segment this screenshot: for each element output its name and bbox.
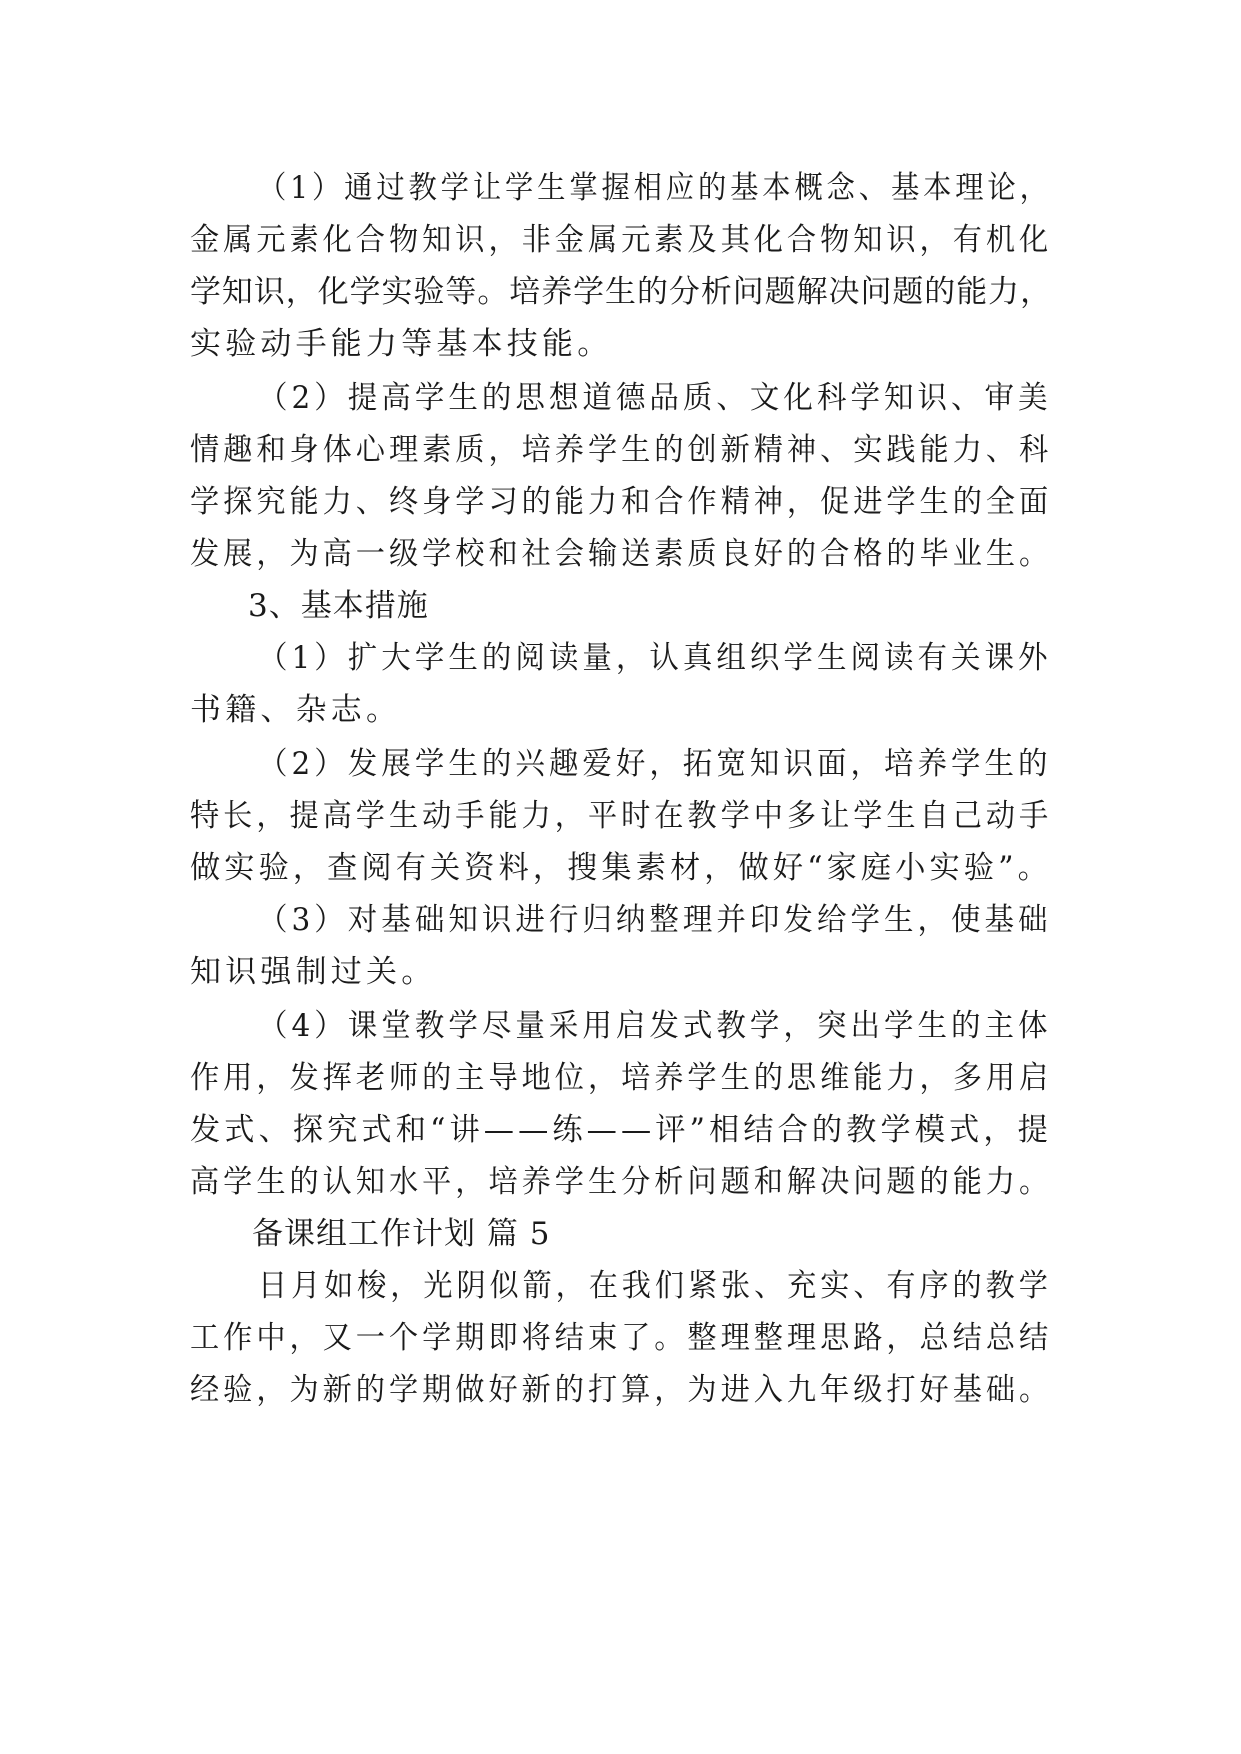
text-line [0,890,1241,950]
line-text: （1）扩大学生的阅读量，认真组织学生阅读有关课外 [258,640,1052,676]
heading-text: 3、基本措施 [248,588,429,624]
line-text: （2）发展学生的兴趣爱好，拓宽知识面，培养学生的 [258,746,1052,782]
line-text: 实验动手能力等基本技能。 [190,326,613,362]
text-line [0,1308,1241,1368]
text-line [0,524,1241,584]
text-line [0,472,1241,532]
line-text: （4）课堂教学尽量采用启发式教学，突出学生的主体 [258,1008,1052,1044]
text-line [0,1256,1241,1316]
line-text: 学知识，化学实验等。培养学生的分析问题解决问题的能力， [190,274,1053,310]
line-text: （3）对基础知识进行归纳整理并印发给学生，使基础 [258,902,1052,938]
line-text: 发展，为高一级学校和社会输送素质良好的合格的毕业生。 [190,536,1053,572]
text-line [0,680,1241,740]
line-text: 知识强制过关。 [190,954,437,990]
line-text: 发式、探究式和“讲——练——评”相结合的教学模式，提 [190,1112,1052,1148]
text-line [0,942,1241,1002]
text-line [0,368,1241,428]
text-line [0,734,1241,794]
line-text: 做实验，查阅有关资料，搜集素材，做好“家庭小实验”。 [190,850,1052,886]
text-line [0,262,1241,322]
line-text: 作用，发挥老师的主导地位，培养学生的思维能力，多用启 [190,1060,1053,1096]
text-line [0,786,1241,846]
text-line [0,314,1241,374]
text-line [0,1048,1241,1108]
text-line [0,996,1241,1056]
text-line [0,838,1241,898]
text-line [0,158,1241,218]
section-heading [0,576,1241,636]
line-text: 金属元素化合物知识，非金属元素及其化合物知识，有机化 [190,222,1053,258]
text-line [0,420,1241,480]
line-text: 工作中，又一个学期即将结束了。整理整理思路，总结总结 [190,1320,1053,1356]
line-text: 经验，为新的学期做好新的打算，为进入九年级打好基础。 [190,1372,1053,1408]
line-text: 书籍、杂志。 [190,692,402,728]
text-line [0,1152,1241,1212]
section-heading [0,1204,1241,1264]
line-text: （1）通过教学让学生掌握相应的基本概念、基本理论， [258,170,1052,206]
line-text: 情趣和身体心理素质，培养学生的创新精神、实践能力、科 [190,432,1053,468]
line-text: 特长，提高学生动手能力，平时在教学中多让学生自己动手 [190,798,1053,834]
line-text: 学探究能力、终身学习的能力和合作精神，促进学生的全面 [190,484,1053,520]
text-line [0,1100,1241,1160]
text-line [0,210,1241,270]
line-text: 高学生的认知水平，培养学生分析问题和解决问题的能力。 [190,1164,1053,1200]
heading-text: 备课组工作计划 篇 5 [252,1216,551,1252]
text-line [0,628,1241,688]
text-line [0,1360,1241,1420]
line-text: 日月如梭，光阴似箭，在我们紧张、充实、有序的教学 [258,1268,1052,1304]
line-text: （2）提高学生的思想道德品质、文化科学知识、审美 [258,380,1052,416]
